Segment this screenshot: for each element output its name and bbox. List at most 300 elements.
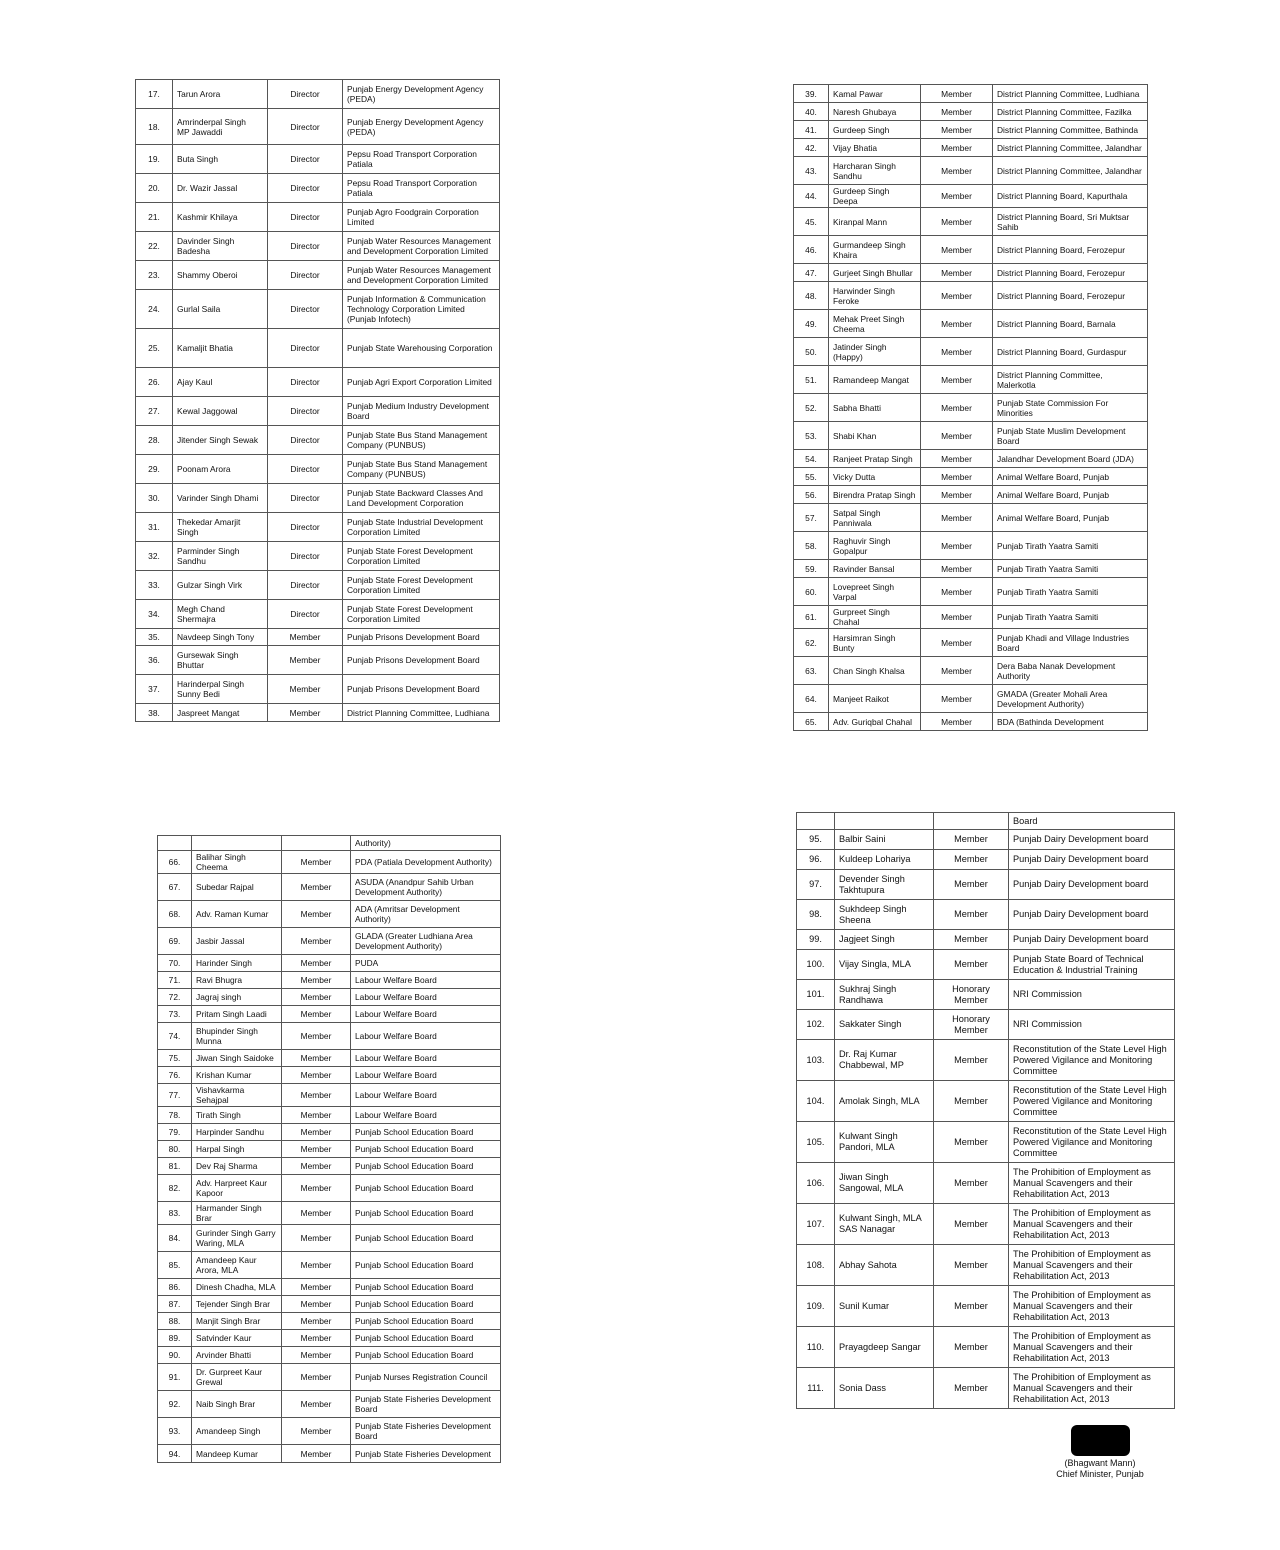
table-row bbox=[794, 394, 1148, 422]
designation-cell: Member bbox=[282, 1175, 351, 1202]
row-number-cell: 64. bbox=[794, 685, 829, 713]
organisation-cell: Punjab School Education Board bbox=[351, 1141, 501, 1158]
designation-cell: Member bbox=[934, 1081, 1009, 1122]
row-number-cell: 51. bbox=[794, 366, 829, 394]
row-number-cell: 18. bbox=[136, 109, 173, 145]
row-number-cell: 95. bbox=[797, 830, 835, 850]
designation-cell: Member bbox=[268, 704, 343, 722]
designation-cell: Member bbox=[282, 1006, 351, 1023]
designation-cell: Member bbox=[921, 685, 993, 713]
row-number-cell: 60. bbox=[794, 578, 829, 606]
designation-cell: Member bbox=[934, 830, 1009, 850]
organisation-cell: Punjab Dairy Development board bbox=[1009, 900, 1175, 930]
row-number-cell: 83. bbox=[158, 1202, 192, 1225]
row-number-cell: 25. bbox=[136, 329, 173, 368]
member-name-cell: Birendra Pratap Singh bbox=[829, 486, 921, 504]
member-name-cell: Adv. Guriqbal Chahal bbox=[829, 713, 921, 731]
table-row bbox=[136, 571, 500, 600]
designation-cell: Member bbox=[921, 85, 993, 103]
organisation-cell: Punjab State Fisheries Development Board bbox=[351, 1391, 501, 1418]
member-name-cell: Harpinder Sandhu bbox=[192, 1124, 282, 1141]
organisation-cell: Dera Baba Nanak Development Authority bbox=[993, 657, 1148, 685]
row-number-cell: 99. bbox=[797, 930, 835, 950]
table-row bbox=[794, 85, 1148, 103]
organisation-cell: Punjab State Bus Stand Management Company (PUNBUS) bbox=[343, 455, 500, 484]
designation-cell: Member bbox=[921, 264, 993, 282]
designation-cell: Member bbox=[282, 1391, 351, 1418]
designation-cell: Member bbox=[921, 103, 993, 121]
designation-cell: Member bbox=[921, 185, 993, 208]
row-number-cell: 75. bbox=[158, 1050, 192, 1067]
member-name-cell: Harinder Singh bbox=[192, 955, 282, 972]
organisation-cell: Punjab State Backward Classes And Land Development Corporation bbox=[343, 484, 500, 513]
member-name-cell: Jagjeet Singh bbox=[835, 930, 934, 950]
designation-cell: Director bbox=[268, 542, 343, 571]
organisation-cell: PUDA bbox=[351, 955, 501, 972]
table-row bbox=[158, 955, 501, 972]
row-number-cell: 31. bbox=[136, 513, 173, 542]
table-row bbox=[158, 1158, 501, 1175]
table-row bbox=[794, 282, 1148, 310]
member-name-cell: Gurmandeep Singh Khaira bbox=[829, 236, 921, 264]
row-number-cell: 28. bbox=[136, 426, 173, 455]
row-number-cell: 35. bbox=[136, 629, 173, 646]
designation-cell: Member bbox=[282, 1279, 351, 1296]
appointments-table-2 bbox=[793, 84, 1148, 731]
designation-cell: Director bbox=[268, 484, 343, 513]
row-number-cell: 45. bbox=[794, 208, 829, 236]
member-name-cell: Balbir Saini bbox=[835, 830, 934, 850]
organisation-cell: PDA (Patiala Development Authority) bbox=[351, 851, 501, 874]
member-name-cell: Lovepreet Singh Varpal bbox=[829, 578, 921, 606]
member-name-cell: Harmander Singh Brar bbox=[192, 1202, 282, 1225]
designation-cell: Member bbox=[921, 121, 993, 139]
row-number-cell: 29. bbox=[136, 455, 173, 484]
designation-cell: Member bbox=[268, 629, 343, 646]
designation-cell bbox=[282, 836, 351, 851]
organisation-cell: District Planning Board, Gurdaspur bbox=[993, 338, 1148, 366]
designation-cell: Member bbox=[282, 901, 351, 928]
row-number-cell: 73. bbox=[158, 1006, 192, 1023]
designation-cell: Member bbox=[921, 366, 993, 394]
table-row bbox=[794, 264, 1148, 282]
row-number-cell: 86. bbox=[158, 1279, 192, 1296]
member-name-cell: Adv. Harpreet Kaur Kapoor bbox=[192, 1175, 282, 1202]
organisation-cell: Punjab School Education Board bbox=[351, 1175, 501, 1202]
organisation-cell: District Planning Committee, Fazilka bbox=[993, 103, 1148, 121]
organisation-cell: Punjab State Forest Development Corporation Limited bbox=[343, 542, 500, 571]
table-row bbox=[797, 1286, 1175, 1327]
member-name-cell: Davinder Singh Badesha bbox=[173, 232, 268, 261]
organisation-cell: Punjab Dairy Development board bbox=[1009, 830, 1175, 850]
table-row bbox=[136, 397, 500, 426]
table-row bbox=[158, 1175, 501, 1202]
member-name-cell: Satpal Singh Panniwala bbox=[829, 504, 921, 532]
row-number-cell: 76. bbox=[158, 1067, 192, 1084]
member-name-cell: Jasbir Jassal bbox=[192, 928, 282, 955]
designation-cell: Member bbox=[282, 972, 351, 989]
member-name-cell: Sunil Kumar bbox=[835, 1286, 934, 1327]
organisation-cell: Punjab Agro Foodgrain Corporation Limited bbox=[343, 203, 500, 232]
organisation-cell: Punjab Energy Development Agency (PEDA) bbox=[343, 80, 500, 109]
organisation-cell: The Prohibition of Employment as Manual Scavengers and their Rehabilitation Act, 2013 bbox=[1009, 1368, 1175, 1409]
member-name-cell: Shabi Khan bbox=[829, 422, 921, 450]
member-name-cell: Mandeep Kumar bbox=[192, 1445, 282, 1463]
row-number-cell: 52. bbox=[794, 394, 829, 422]
table-row bbox=[797, 813, 1175, 830]
row-number-cell: 71. bbox=[158, 972, 192, 989]
designation-cell: Member bbox=[934, 1163, 1009, 1204]
organisation-cell: Punjab School Education Board bbox=[351, 1202, 501, 1225]
table-row bbox=[158, 1084, 501, 1107]
member-name-cell: Sukhdeep Singh Sheena bbox=[835, 900, 934, 930]
member-name-cell: Thekedar Amarjit Singh bbox=[173, 513, 268, 542]
row-number-cell: 43. bbox=[794, 157, 829, 185]
table-row bbox=[136, 80, 500, 109]
organisation-cell: Reconstitution of the State Level High Powered Vigilance and Monitoring Committee bbox=[1009, 1040, 1175, 1081]
organisation-cell: Punjab Water Resources Management and Development Corporation Limited bbox=[343, 232, 500, 261]
table-row bbox=[797, 1040, 1175, 1081]
organisation-cell: GMADA (Greater Mohali Area Development Authority) bbox=[993, 685, 1148, 713]
row-number-cell: 47. bbox=[794, 264, 829, 282]
member-name-cell: Kulwant Singh, MLA SAS Nanagar bbox=[835, 1204, 934, 1245]
designation-cell: Director bbox=[268, 232, 343, 261]
table-row bbox=[136, 675, 500, 704]
table-row bbox=[136, 455, 500, 484]
row-number-cell: 62. bbox=[794, 629, 829, 657]
member-name-cell: Dr. Raj Kumar Chabbewal, MP bbox=[835, 1040, 934, 1081]
table-row bbox=[794, 236, 1148, 264]
member-name-cell: Harcharan Singh Sandhu bbox=[829, 157, 921, 185]
designation-cell: Director bbox=[268, 397, 343, 426]
table-row bbox=[158, 1252, 501, 1279]
organisation-cell: Punjab Agri Export Corporation Limited bbox=[343, 368, 500, 397]
row-number-cell: 21. bbox=[136, 203, 173, 232]
row-number-cell: 84. bbox=[158, 1225, 192, 1252]
row-number-cell: 23. bbox=[136, 261, 173, 290]
organisation-cell: District Planning Board, Kapurthala bbox=[993, 185, 1148, 208]
member-name-cell: Manjeet Raikot bbox=[829, 685, 921, 713]
member-name-cell: Amandeep Kaur Arora, MLA bbox=[192, 1252, 282, 1279]
organisation-cell: Punjab Dairy Development board bbox=[1009, 870, 1175, 900]
member-name-cell: Devender Singh Takhtupura bbox=[835, 870, 934, 900]
organisation-cell: Punjab State Fisheries Development bbox=[351, 1445, 501, 1463]
table-row bbox=[794, 560, 1148, 578]
organisation-cell: Authority) bbox=[351, 836, 501, 851]
designation-cell: Member bbox=[921, 422, 993, 450]
designation-cell: Member bbox=[921, 450, 993, 468]
member-name-cell: Kewal Jaggowal bbox=[173, 397, 268, 426]
organisation-cell: Punjab Nurses Registration Council bbox=[351, 1364, 501, 1391]
organisation-cell: Punjab School Education Board bbox=[351, 1158, 501, 1175]
designation-cell: Member bbox=[282, 874, 351, 901]
table-row bbox=[794, 121, 1148, 139]
designation-cell: Member bbox=[282, 955, 351, 972]
member-name-cell: Tirath Singh bbox=[192, 1107, 282, 1124]
organisation-cell: District Planning Committee, Ludhiana bbox=[343, 704, 500, 722]
member-name-cell: Satvinder Kaur bbox=[192, 1330, 282, 1347]
designation-cell: Member bbox=[268, 675, 343, 704]
designation-cell: Member bbox=[921, 532, 993, 560]
member-name-cell: Gulzar Singh Virk bbox=[173, 571, 268, 600]
organisation-cell: Punjab School Education Board bbox=[351, 1330, 501, 1347]
designation-cell: Member bbox=[921, 208, 993, 236]
designation-cell: Member bbox=[921, 560, 993, 578]
designation-cell: Member bbox=[282, 1067, 351, 1084]
designation-cell: Member bbox=[934, 1245, 1009, 1286]
row-number-cell: 69. bbox=[158, 928, 192, 955]
appointments-table-4 bbox=[796, 812, 1175, 1409]
member-name-cell: Gurdeep Singh bbox=[829, 121, 921, 139]
organisation-cell: Labour Welfare Board bbox=[351, 1107, 501, 1124]
organisation-cell: Punjab Dairy Development board bbox=[1009, 850, 1175, 870]
table-row bbox=[797, 900, 1175, 930]
member-name-cell: Kiranpal Mann bbox=[829, 208, 921, 236]
designation-cell: Director bbox=[268, 513, 343, 542]
organisation-cell: District Planning Committee, Jalandhar bbox=[993, 139, 1148, 157]
designation-cell: Member bbox=[934, 1122, 1009, 1163]
designation-cell: Member bbox=[921, 157, 993, 185]
designation-cell: Member bbox=[282, 851, 351, 874]
designation-cell: Director bbox=[268, 290, 343, 329]
table-row bbox=[794, 657, 1148, 685]
row-number-cell: 33. bbox=[136, 571, 173, 600]
row-number-cell: 57. bbox=[794, 504, 829, 532]
row-number-cell: 87. bbox=[158, 1296, 192, 1313]
row-number-cell: 89. bbox=[158, 1330, 192, 1347]
row-number-cell: 68. bbox=[158, 901, 192, 928]
member-name-cell: Kamaljit Bhatia bbox=[173, 329, 268, 368]
member-name-cell: Amandeep Singh bbox=[192, 1418, 282, 1445]
table-row bbox=[136, 513, 500, 542]
member-name-cell: Varinder Singh Dhami bbox=[173, 484, 268, 513]
row-number-cell: 54. bbox=[794, 450, 829, 468]
row-number-cell: 109. bbox=[797, 1286, 835, 1327]
member-name-cell: Jatinder Singh (Happy) bbox=[829, 338, 921, 366]
table-row bbox=[794, 578, 1148, 606]
table-row bbox=[158, 1330, 501, 1347]
designation-cell: Member bbox=[921, 606, 993, 629]
row-number-cell: 50. bbox=[794, 338, 829, 366]
designation-cell: Director bbox=[268, 600, 343, 629]
table-row bbox=[797, 850, 1175, 870]
appointments-table-1 bbox=[135, 79, 500, 722]
table-row bbox=[158, 928, 501, 955]
designation-cell: Member bbox=[282, 1418, 351, 1445]
organisation-cell: Labour Welfare Board bbox=[351, 1084, 501, 1107]
organisation-cell: District Planning Committee, Bathinda bbox=[993, 121, 1148, 139]
member-name-cell: Ranjeet Pratap Singh bbox=[829, 450, 921, 468]
row-number-cell: 79. bbox=[158, 1124, 192, 1141]
designation-cell: Director bbox=[268, 455, 343, 484]
member-name-cell: Sukhraj Singh Randhawa bbox=[835, 980, 934, 1010]
member-name-cell: Gurinder Singh Garry Waring, MLA bbox=[192, 1225, 282, 1252]
row-number-cell: 104. bbox=[797, 1081, 835, 1122]
row-number-cell: 70. bbox=[158, 955, 192, 972]
row-number-cell: 90. bbox=[158, 1347, 192, 1364]
designation-cell: Member bbox=[282, 1124, 351, 1141]
member-name-cell: Krishan Kumar bbox=[192, 1067, 282, 1084]
member-name-cell: Prayagdeep Sangar bbox=[835, 1327, 934, 1368]
member-name-cell: Gurlal Saila bbox=[173, 290, 268, 329]
organisation-cell: Punjab Khadi and Village Industries Board bbox=[993, 629, 1148, 657]
row-number-cell: 108. bbox=[797, 1245, 835, 1286]
member-name-cell: Harinderpal Singh Sunny Bedi bbox=[173, 675, 268, 704]
table-row bbox=[794, 504, 1148, 532]
organisation-cell: Reconstitution of the State Level High Powered Vigilance and Monitoring Committee bbox=[1009, 1081, 1175, 1122]
organisation-cell: The Prohibition of Employment as Manual Scavengers and their Rehabilitation Act, 2013 bbox=[1009, 1327, 1175, 1368]
row-number-cell: 88. bbox=[158, 1313, 192, 1330]
organisation-cell: Punjab Tirath Yaatra Samiti bbox=[993, 606, 1148, 629]
member-name-cell: Amolak Singh, MLA bbox=[835, 1081, 934, 1122]
designation-cell: Member bbox=[921, 338, 993, 366]
designation-cell: Member bbox=[282, 1023, 351, 1050]
designation-cell: Member bbox=[934, 1204, 1009, 1245]
table-row bbox=[794, 532, 1148, 560]
member-name-cell: Jiwan Singh Sangowal, MLA bbox=[835, 1163, 934, 1204]
row-number-cell: 103. bbox=[797, 1040, 835, 1081]
member-name-cell: Tejender Singh Brar bbox=[192, 1296, 282, 1313]
organisation-cell: BDA (Bathinda Development bbox=[993, 713, 1148, 731]
row-number-cell: 39. bbox=[794, 85, 829, 103]
organisation-cell: Pepsu Road Transport Corporation Patiala bbox=[343, 174, 500, 203]
table-row bbox=[158, 1296, 501, 1313]
designation-cell: Member bbox=[282, 989, 351, 1006]
table-row bbox=[158, 1124, 501, 1141]
member-name-cell: Vijay Singla, MLA bbox=[835, 950, 934, 980]
designation-cell: Member bbox=[282, 1225, 351, 1252]
organisation-cell: ASUDA (Anandpur Sahib Urban Development Authority) bbox=[351, 874, 501, 901]
member-name-cell: Sabha Bhatti bbox=[829, 394, 921, 422]
table-row bbox=[158, 1202, 501, 1225]
table-row bbox=[794, 366, 1148, 394]
row-number-cell: 19. bbox=[136, 145, 173, 174]
table-row bbox=[794, 157, 1148, 185]
table-row bbox=[158, 1225, 501, 1252]
designation-cell: Member bbox=[282, 1252, 351, 1279]
row-number-cell: 38. bbox=[136, 704, 173, 722]
designation-cell: Member bbox=[282, 1364, 351, 1391]
organisation-cell: Labour Welfare Board bbox=[351, 1050, 501, 1067]
organisation-cell: Punjab State Bus Stand Management Company (PUNBUS) bbox=[343, 426, 500, 455]
organisation-cell: Punjab School Education Board bbox=[351, 1124, 501, 1141]
row-number-cell: 85. bbox=[158, 1252, 192, 1279]
row-number-cell: 110. bbox=[797, 1327, 835, 1368]
table-row bbox=[136, 203, 500, 232]
organisation-cell: Punjab State Commission For Minorities bbox=[993, 394, 1148, 422]
table-row bbox=[794, 208, 1148, 236]
organisation-cell: Punjab State Warehousing Corporation bbox=[343, 329, 500, 368]
member-name-cell: Gurjeet Singh Bhullar bbox=[829, 264, 921, 282]
member-name-cell: Naresh Ghubaya bbox=[829, 103, 921, 121]
member-name-cell: Sonia Dass bbox=[835, 1368, 934, 1409]
signatory-name: (Bhagwant Mann) bbox=[1064, 1458, 1136, 1468]
row-number-cell: 102. bbox=[797, 1010, 835, 1040]
member-name-cell: Dev Raj Sharma bbox=[192, 1158, 282, 1175]
table-row bbox=[797, 930, 1175, 950]
table-row bbox=[136, 109, 500, 145]
organisation-cell: Labour Welfare Board bbox=[351, 1023, 501, 1050]
table-row bbox=[158, 1107, 501, 1124]
table-row bbox=[794, 486, 1148, 504]
table-row bbox=[794, 713, 1148, 731]
table-row bbox=[794, 139, 1148, 157]
row-number-cell: 27. bbox=[136, 397, 173, 426]
organisation-cell: Punjab State Industrial Development Corporation Limited bbox=[343, 513, 500, 542]
organisation-cell: Punjab State Forest Development Corporation Limited bbox=[343, 600, 500, 629]
row-number-cell: 61. bbox=[794, 606, 829, 629]
member-name-cell: Buta Singh bbox=[173, 145, 268, 174]
organisation-cell: District Planning Board, Ferozepur bbox=[993, 282, 1148, 310]
organisation-cell: Punjab Information & Communication Technology Corporation Limited (Punjab Infotech) bbox=[343, 290, 500, 329]
member-name-cell: Adv. Raman Kumar bbox=[192, 901, 282, 928]
row-number-cell: 92. bbox=[158, 1391, 192, 1418]
member-name-cell: Kamal Pawar bbox=[829, 85, 921, 103]
designation-cell: Member bbox=[282, 1141, 351, 1158]
organisation-cell: Animal Welfare Board, Punjab bbox=[993, 504, 1148, 532]
organisation-cell: Punjab Medium Industry Development Board bbox=[343, 397, 500, 426]
member-name-cell: Jagraj singh bbox=[192, 989, 282, 1006]
organisation-cell: Punjab State Fisheries Development Board bbox=[351, 1418, 501, 1445]
designation-cell: Member bbox=[282, 928, 351, 955]
organisation-cell: Punjab Water Resources Management and Development Corporation Limited bbox=[343, 261, 500, 290]
row-number-cell: 98. bbox=[797, 900, 835, 930]
designation-cell: Member bbox=[921, 657, 993, 685]
row-number-cell: 36. bbox=[136, 646, 173, 675]
designation-cell bbox=[934, 813, 1009, 830]
table-row bbox=[158, 851, 501, 874]
designation-cell: Member bbox=[934, 850, 1009, 870]
table-row bbox=[797, 1081, 1175, 1122]
table-row bbox=[794, 310, 1148, 338]
member-name-cell: Sakkater Singh bbox=[835, 1010, 934, 1040]
row-number-cell: 72. bbox=[158, 989, 192, 1006]
member-name-cell: Arvinder Bhatti bbox=[192, 1347, 282, 1364]
designation-cell: Member bbox=[921, 578, 993, 606]
designation-cell: Director bbox=[268, 261, 343, 290]
organisation-cell: District Planning Committee, Ludhiana bbox=[993, 85, 1148, 103]
table-row bbox=[797, 1245, 1175, 1286]
organisation-cell: District Planning Board, Barnala bbox=[993, 310, 1148, 338]
row-number-cell: 67. bbox=[158, 874, 192, 901]
member-name-cell: Ravinder Bansal bbox=[829, 560, 921, 578]
table-row bbox=[136, 646, 500, 675]
organisation-cell: Jalandhar Development Board (JDA) bbox=[993, 450, 1148, 468]
table-row bbox=[158, 901, 501, 928]
organisation-cell: The Prohibition of Employment as Manual Scavengers and their Rehabilitation Act, 2013 bbox=[1009, 1204, 1175, 1245]
organisation-cell: Punjab State Board of Technical Education & Industrial Training bbox=[1009, 950, 1175, 980]
member-name-cell: Mehak Preet Singh Cheema bbox=[829, 310, 921, 338]
designation-cell: Honorary Member bbox=[934, 980, 1009, 1010]
table-row bbox=[794, 629, 1148, 657]
organisation-cell: Pepsu Road Transport Corporation Patiala bbox=[343, 145, 500, 174]
signature-redaction bbox=[1071, 1425, 1130, 1456]
table-row bbox=[158, 1445, 501, 1463]
member-name-cell: Harpal Singh bbox=[192, 1141, 282, 1158]
member-name-cell: Ramandeep Mangat bbox=[829, 366, 921, 394]
row-number-cell: 74. bbox=[158, 1023, 192, 1050]
organisation-cell: Punjab Prisons Development Board bbox=[343, 646, 500, 675]
table-row bbox=[136, 704, 500, 722]
table-row bbox=[136, 329, 500, 368]
designation-cell: Member bbox=[282, 1330, 351, 1347]
member-name-cell: Amrinderpal Singh MP Jawaddi bbox=[173, 109, 268, 145]
designation-cell: Director bbox=[268, 80, 343, 109]
row-number-cell: 55. bbox=[794, 468, 829, 486]
organisation-cell: District Planning Board, Ferozepur bbox=[993, 236, 1148, 264]
organisation-cell: Punjab School Education Board bbox=[351, 1252, 501, 1279]
organisation-cell: Labour Welfare Board bbox=[351, 972, 501, 989]
